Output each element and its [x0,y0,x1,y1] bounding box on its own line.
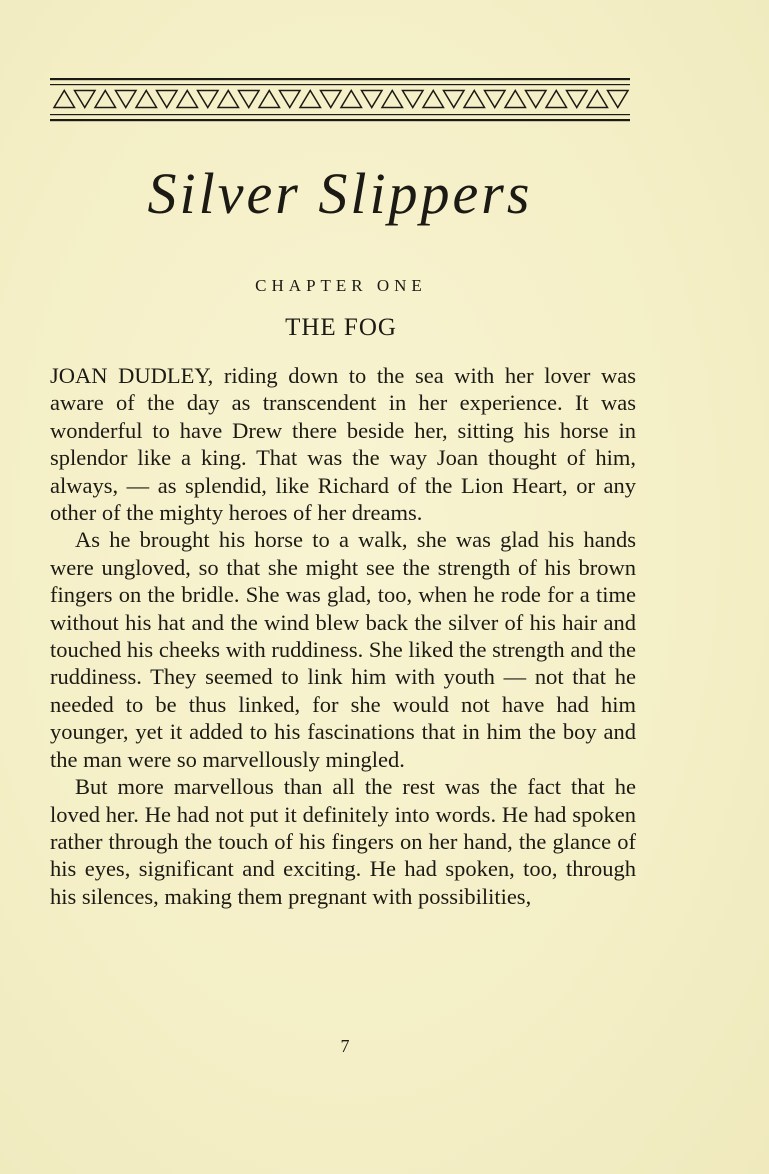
triangle-up-icon [423,91,444,108]
paragraph-3: But more marvellous than all the rest was the fact that he loved her. He had not put it definitely into words. He had spoken rather through the touch of his fingers on her hand, the glance of his eyes, significant and exciting. He had spoken, too, through his silences, making them pregnant with possibilities, [50,774,636,909]
triangle-up-icon [382,91,403,108]
triangle-down-icon [321,91,342,108]
paragraph-1: JOAN DUDLEY, riding down to the sea with her lover was aware of the day as transcendent in her experience. It was wonderful to have Drew there beside her, sitting his horse in splendor like a king. That was the way Joan thought of him, always, — as splendid, like Richard of the Lion Heart, or any other of the mighty heroes of her dreams. [50,363,636,526]
triangle-down-icon [362,91,383,108]
triangle-up-icon [218,91,239,108]
triangle-down-icon [444,91,465,108]
triangle-up-icon [546,91,567,108]
triangle-border-icon [50,78,630,126]
triangle-up-icon [177,91,198,108]
triangle-down-icon [280,91,301,108]
triangle-down-icon [526,91,547,108]
triangle-up-icon [587,91,608,108]
triangle-down-icon [116,91,137,108]
triangle-up-icon [341,91,362,108]
triangle-down-icon [567,91,588,108]
triangle-down-icon [403,91,424,108]
triangle-up-icon [95,91,116,108]
triangle-down-icon [157,91,178,108]
triangle-up-icon [505,91,526,108]
book-title: Silver Slippers [147,161,533,226]
triangle-down-icon [608,91,629,108]
decorative-border [50,78,630,126]
triangle-up-icon [136,91,157,108]
triangle-up-icon [300,91,321,108]
chapter-title: THE FOG [285,314,397,341]
page-number: 7 [340,1036,350,1056]
triangle-down-icon [198,91,219,108]
triangle-down-icon [75,91,96,108]
chapter-label: CHAPTER ONE [255,276,427,295]
triangle-up-icon [54,91,75,108]
paragraph-2: As he brought his horse to a walk, she was glad his hands were ungloved, so that she might see the strength of his brown fingers on the bridle. She was glad, too, when he rode for a time without his hat and the wind blew back the silver of his hair and touched his cheeks with ruddiness. She liked the strength and the ruddiness. They seemed to link him with youth — not that he needed to be thus linked, for she would not have had him younger, yet it added to his fascinations that in him the boy and the man were so marvellously mingled. [50,527,636,772]
triangle-up-icon [464,91,485,108]
triangle-down-icon [485,91,506,108]
body-text [50,362,636,910]
triangle-down-icon [239,91,260,108]
triangle-up-icon [259,91,280,108]
